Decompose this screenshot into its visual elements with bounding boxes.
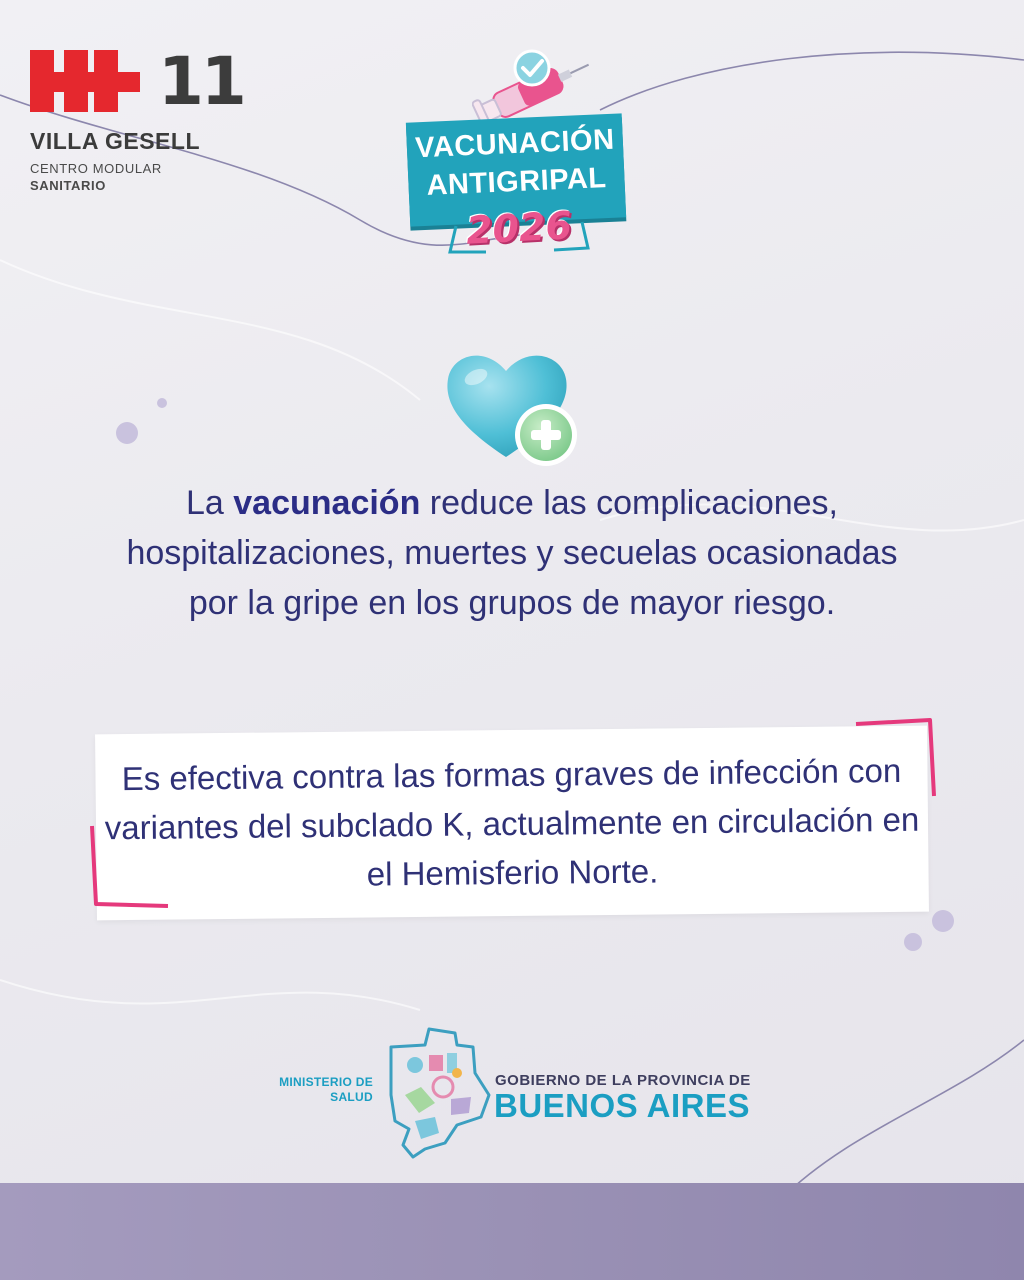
government-logo: [270, 1025, 770, 1165]
hospital-subtitle-2: SANITARIO: [30, 178, 106, 193]
ministry-label: [270, 1075, 373, 1105]
card-corner-bottom-left: [86, 822, 176, 912]
main-message: [100, 478, 924, 628]
hospital-cross-icon: [30, 48, 150, 116]
campaign-year: 2026: [465, 203, 573, 253]
government-line-2: BUENOS AIRES: [494, 1087, 750, 1124]
heart-plus-icon: [440, 345, 585, 473]
hospital-name: VILLA GESELL: [30, 128, 200, 154]
campaign-badge: [392, 40, 642, 270]
main-message-rest: reduce las complicaciones, hospitalizaciones, muertes y secuelas ocasionadas por la gripe en los grupos de mayor riesgo.: [126, 484, 898, 622]
hospital-subtitle-1: CENTRO MODULAR: [30, 161, 162, 176]
syringe-icon: [472, 40, 592, 120]
decor-dot: [932, 910, 954, 932]
decor-dot: [157, 398, 167, 408]
government-line-1: GOBIERNO DE LA PROVINCIA DE: [495, 1072, 751, 1089]
main-message-lead: La: [186, 484, 234, 522]
info-card: [95, 726, 929, 921]
province-map-icon: [385, 1025, 495, 1165]
hospital-number: 11: [158, 43, 244, 120]
hospital-logo: [30, 43, 244, 198]
info-card-text: Es efectiva contra las formas graves de infección con variantes del subclado K, actualmente en circulación en el Hemisferio Norte.: [104, 751, 920, 893]
campaign-title-line1: VACUNACIÓN: [414, 123, 616, 165]
ministry-line-1: MINISTERIO DE: [279, 1075, 373, 1089]
footer-band: [0, 1183, 1024, 1280]
ministry-line-2: SALUD: [330, 1090, 373, 1104]
card-corner-top-right: [850, 716, 940, 800]
decor-dot: [116, 422, 138, 444]
campaign-title-line2: ANTIGRIPAL: [425, 162, 608, 202]
main-message-highlight: vacunación: [233, 484, 421, 522]
decor-dot: [904, 933, 922, 951]
